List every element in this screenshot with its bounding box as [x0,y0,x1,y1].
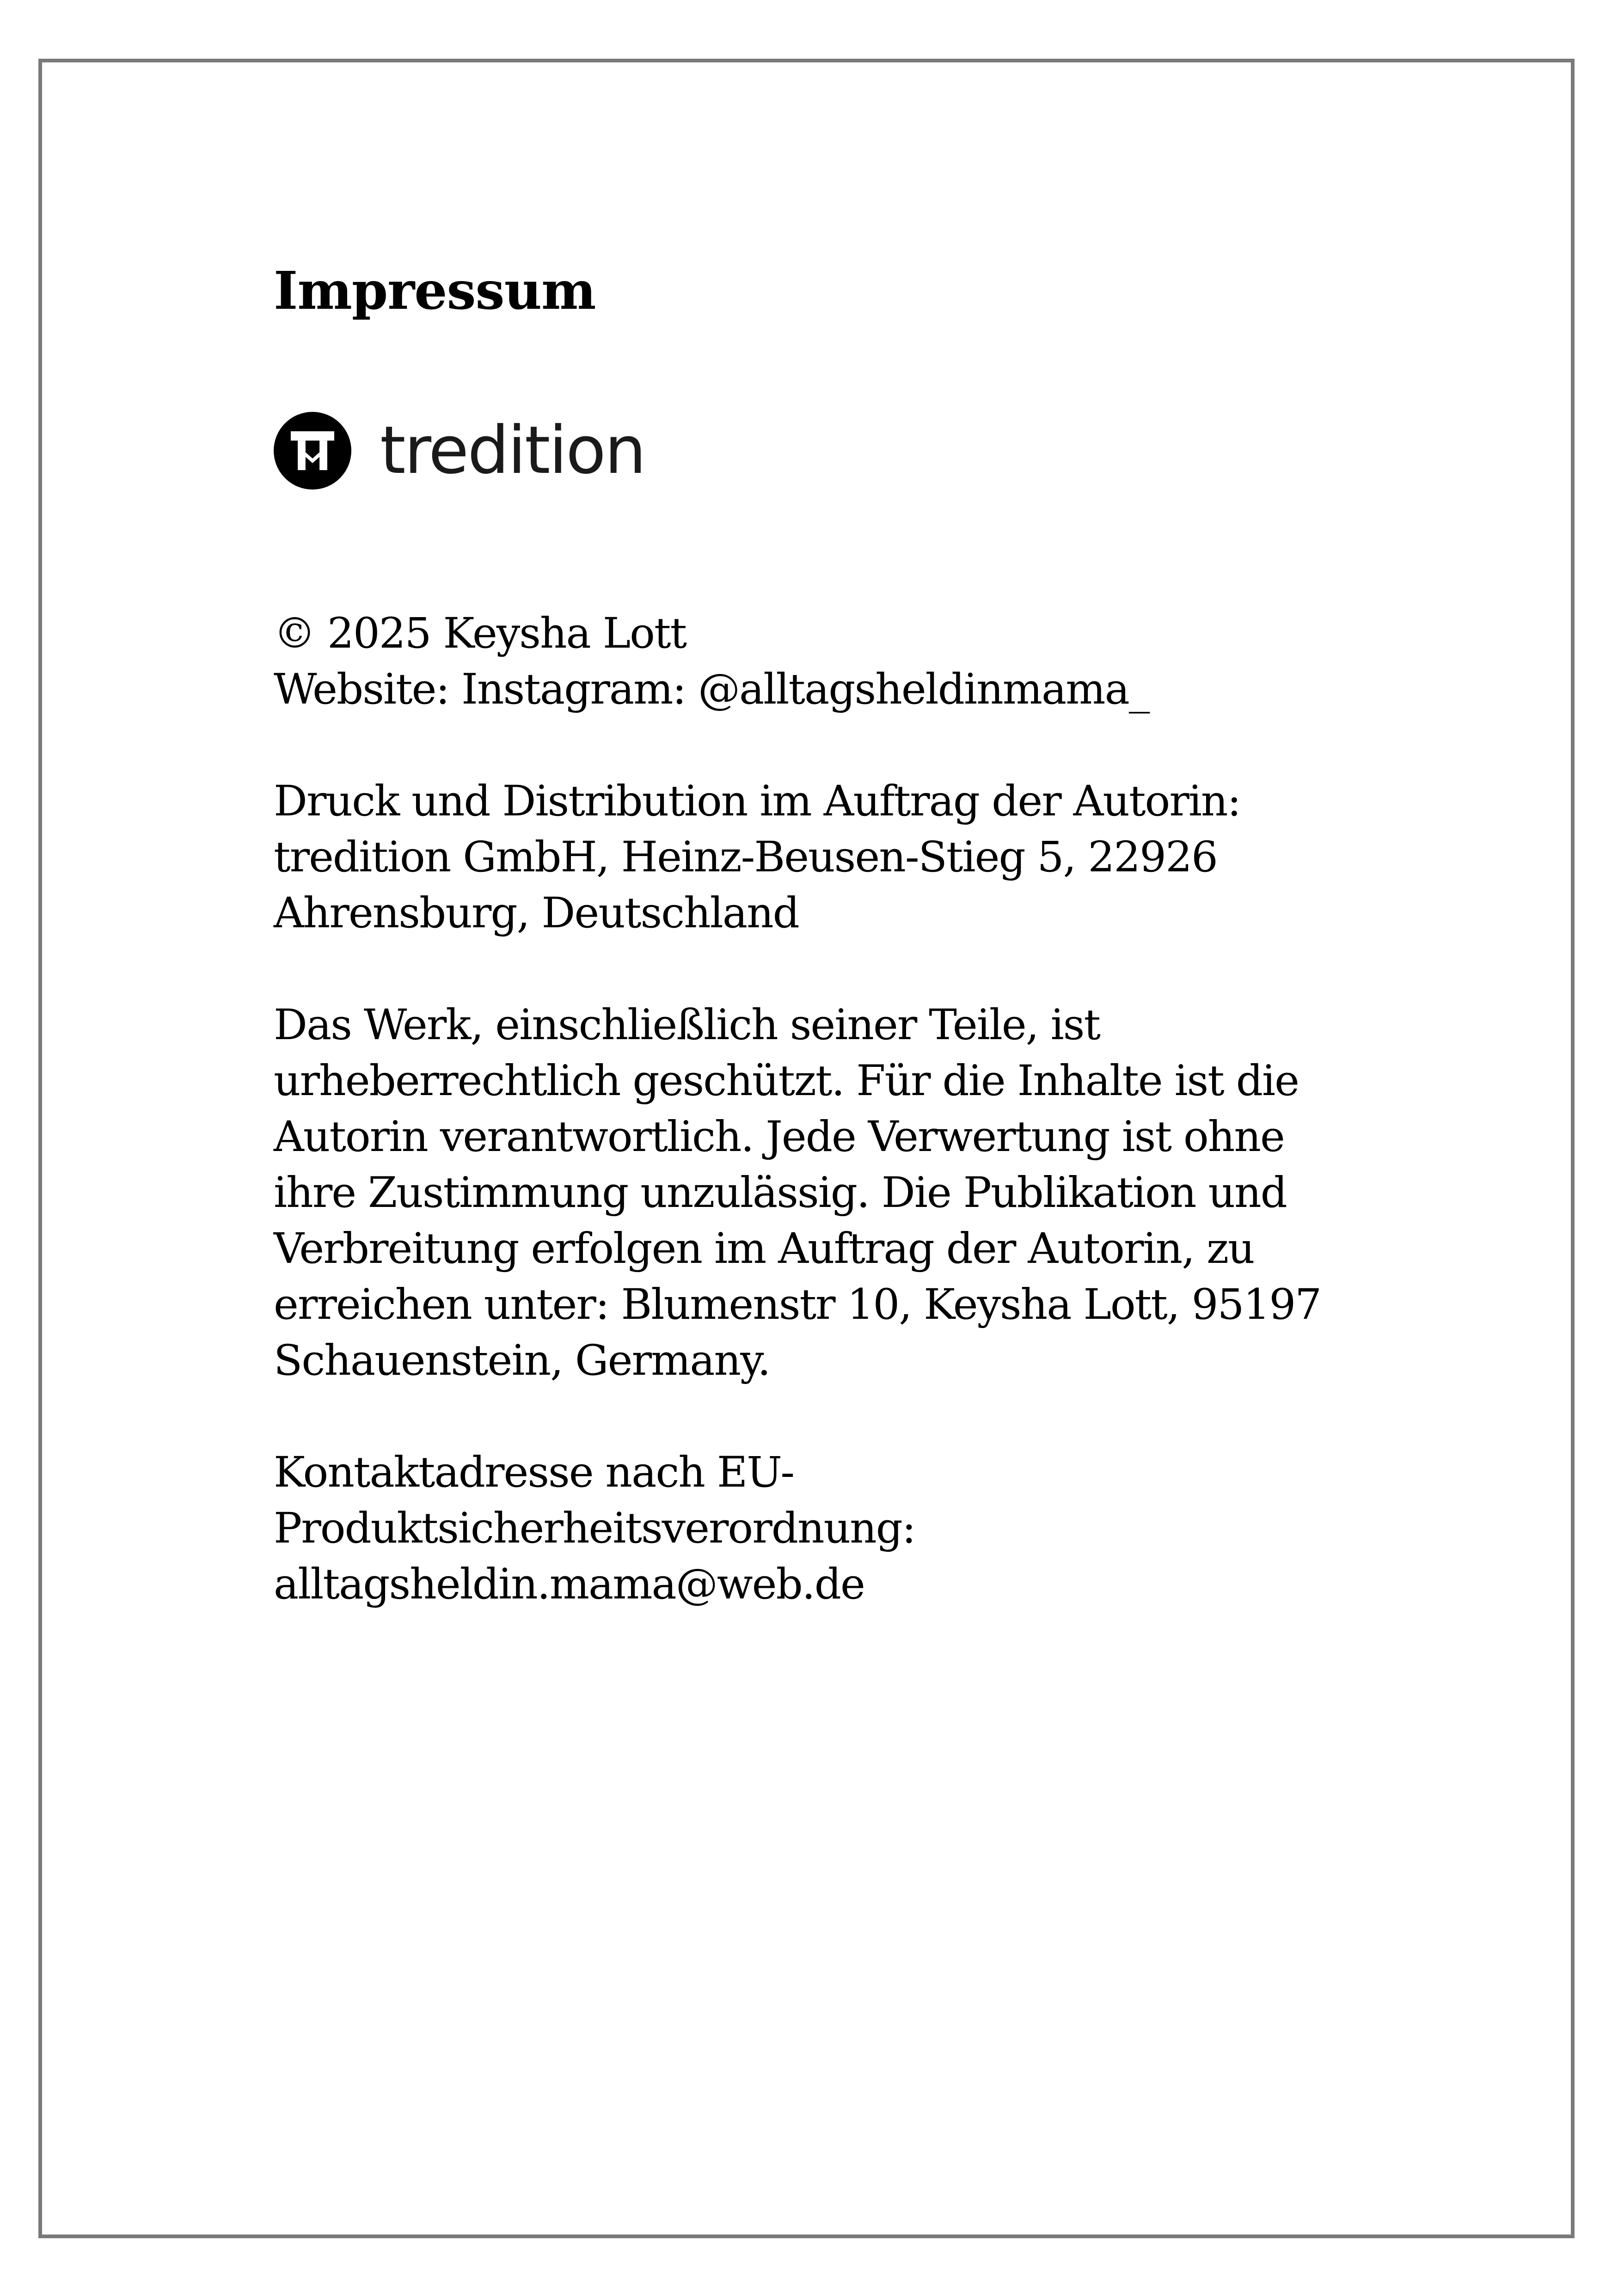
publisher-logo [274,411,1429,490]
distribution-line: Druck und Distribution im Auftrag der Autorin: [274,777,1241,826]
contact-block [274,1445,1429,1612]
distribution-line: tredition GmbH, Heinz-Beusen-Stieg 5, 22926 [274,833,1217,882]
rights-line: urheberrechtlich geschützt. Für die Inhalte ist die [274,1057,1299,1105]
copyright-block [274,606,1429,717]
rights-line: Schauenstein, Germany. [274,1336,770,1385]
distribution-line: Ahrensburg, Deutschland [274,889,799,937]
rights-line: erreichen unter: Blumenstr 10, Keysha Lott, 95197 [274,1280,1321,1329]
distribution-block [274,773,1429,941]
contact-line: Kontaktadresse nach EU- [274,1448,794,1497]
rights-block [274,997,1429,1389]
rights-line: Das Werk, einschließlich seiner Teile, ist [274,1001,1100,1049]
page-title: Impressum [274,261,596,321]
tredition-logo-icon [274,412,351,490]
copyright-line: © 2025 Keysha Lott [274,609,686,658]
contact-email: alltagsheldin.mama@web.de [274,1560,864,1609]
imprint-page [274,259,1429,1612]
contact-line: Produktsicherheitsverordnung: [274,1504,915,1553]
publisher-wordmark: tredition [380,412,645,489]
rights-line: Verbreitung erfolgen im Auftrag der Autorin, zu [274,1225,1254,1273]
rights-line: Autorin verantwortlich. Jede Verwertung ist ohne [274,1113,1284,1161]
website-line: Website: Instagram: @alltagsheldinmama_ [274,665,1149,714]
rights-line: ihre Zustimmung unzulässig. Die Publikation und [274,1169,1287,1217]
